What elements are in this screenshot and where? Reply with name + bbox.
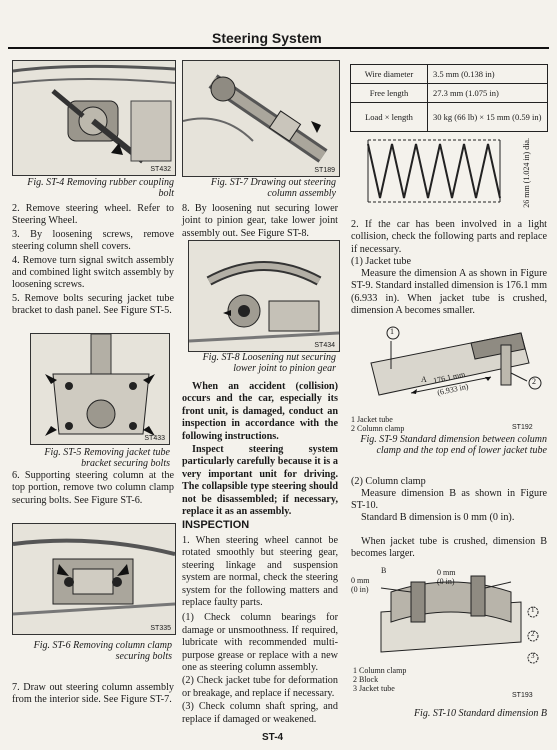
inspection-1: 1. When steering wheel cannot be rotated smoothly but steering gear, steering linkage and suspension system are normal, check the steering system for the following matters and replace faulty parts.	[182, 535, 338, 609]
rubber-coupling-illustration	[13, 61, 175, 175]
spec-value: 30 kg (66 lb) × 15 mm (0.59 in)	[428, 103, 548, 132]
step-3: 3. By loosening screws, remove steering column shell covers.	[12, 228, 174, 253]
figure-st10-id: ST193	[512, 692, 533, 699]
spec-value: 3.5 mm (0.138 in)	[428, 65, 548, 84]
fig10-callout: 3	[531, 652, 535, 660]
legend-item: 3 Jacket tube	[353, 684, 395, 693]
fig9-dim-label-inch: (6.933 in)	[436, 381, 470, 398]
figure-st7-caption: Fig. ST-7 Drawing out steering column assembly	[210, 177, 336, 199]
figure-st4-id: ST432	[150, 166, 171, 173]
column-clamp-illustration	[13, 524, 175, 634]
page-number: ST-4	[262, 732, 284, 743]
column-clamp-text-3: When jacket tube is crushed, dimension B becomes larger.	[351, 536, 547, 560]
table-row	[351, 103, 548, 132]
figure-st8-id: ST434	[314, 342, 335, 349]
spec-label: Wire diameter	[351, 65, 428, 84]
figure-st7-id: ST189	[314, 167, 335, 174]
fig10-callout: 1	[531, 606, 535, 614]
inspection-1-2: (2) Check jacket tube for deformation or breakage, and replace if necessary.	[182, 675, 338, 699]
inspection-1-1: (1) Check column bearings for damage or unsmoothness. If required, lubricate with recommended multi-purpose grease or replace with a new one as steering column assembly.	[182, 612, 338, 674]
warning-collapsible: Inspect steering system particularly carefully because it is a very important unit for driving. The collapsible type steering should not be disassembled; if necessary, replace it as an assembly.	[182, 444, 338, 518]
fig10-callout: 2	[531, 630, 535, 638]
figure-st8-caption: Fig. ST-8 Loosening nut securing lower joint to pinion gear	[202, 352, 336, 374]
figure-st6-caption: Fig. ST-6 Removing column clamp securing bolts	[33, 640, 172, 662]
steps-2-to-5	[12, 203, 174, 319]
jacket-tube-title: (1) Jacket tube	[351, 256, 411, 267]
fig10-b-label: B	[381, 566, 387, 575]
figure-st9-image	[351, 323, 547, 413]
column-clamp-text-1: Measure dimension B as shown in Figure ST-10.	[351, 488, 547, 512]
spring-dimension-label: 26 mm (1.024 in) dia.	[522, 138, 531, 208]
figure-st6-image	[12, 523, 176, 635]
figure-st7-image	[182, 60, 340, 177]
warning-block	[182, 381, 338, 519]
legend-item: 1 Jacket tube	[351, 415, 393, 424]
fig10-right-label-inch: (0 in)	[437, 577, 455, 586]
jacket-tube-diagram	[351, 323, 547, 413]
inspection-1-3: (3) Check column shaft spring, and replace if damaged or weakened.	[182, 701, 338, 725]
figure-st10-image	[351, 562, 547, 664]
header-rule	[8, 47, 549, 49]
spring-diagram	[360, 134, 540, 208]
column-clamp-text-2: Standard B dimension is 0 mm (0 in).	[361, 512, 515, 523]
legend-item: 2 Block	[353, 675, 379, 684]
page-title: Steering System	[212, 30, 322, 46]
step-8: 8. By loosening nut securing lower joint to pinion gear, take lower joint assembly out. See Figure ST-8.	[182, 203, 338, 239]
figure-st5-id: ST433	[144, 435, 165, 442]
fig10-left-label-inch: (0 in)	[351, 585, 369, 594]
warning-collision: When an accident (collision) occurs and the car, especially its front unit, is damaged, conduct an inspection in accordance with the following instructions.	[182, 381, 338, 442]
fig10-right-label: 0 mm	[437, 568, 456, 577]
callout-a: A	[421, 375, 427, 384]
table-row	[351, 84, 548, 103]
step-2: 2. Remove steering wheel. Refer to Steering Wheel.	[12, 203, 174, 227]
lower-joint-illustration	[189, 241, 339, 351]
inspection-heading: INSPECTION	[182, 519, 250, 531]
jacket-bracket-illustration	[31, 334, 169, 444]
spec-label: Free length	[351, 84, 428, 103]
figure-st9-id: ST192	[512, 424, 533, 431]
column-clamp-title: (2) Column clamp	[351, 476, 426, 487]
spring-spec-table	[350, 64, 548, 132]
steering-column-draw-illustration	[183, 61, 339, 176]
figure-st4-caption: Fig. ST-4 Removing rubber coupling bolt	[27, 177, 174, 199]
spec-label: Load × length	[351, 103, 428, 132]
inspection-2: 2. If the car has been involved in a light collision, check the following parts and replace if necessary.	[351, 219, 547, 255]
figure-st10-caption: Fig. ST-10 Standard dimension B	[413, 708, 547, 719]
page-header	[0, 28, 557, 48]
step-4: 4. Remove turn signal switch assembly and combined light switch assembly by loosening screws.	[12, 254, 174, 291]
spec-value: 27.3 mm (1.075 in)	[428, 84, 548, 103]
callout-2: 2	[532, 377, 536, 386]
fig10-left-label: 0 mm	[351, 576, 370, 585]
fig9-dim-label: 176.1 mm	[432, 369, 467, 386]
step-5: 5. Remove bolts securing jacket tube bracket to dash panel. See Figure ST-5.	[12, 292, 174, 317]
figure-st5-caption: Fig. ST-5 Removing jacket tube bracket securing bolts	[44, 447, 170, 469]
step-6: 6. Supporting steering column at the top portion, remove two column clamp securing bolts. See Figure ST-6.	[12, 470, 174, 506]
figure-st5-image	[30, 333, 170, 445]
figure-st6-id: ST335	[150, 625, 171, 632]
figure-st8-image	[188, 240, 340, 352]
figure-st9-caption: Fig. ST-9 Standard dimension between column clamp and the top end of lower jacket tube	[360, 434, 547, 456]
figure-st10-legend	[353, 666, 503, 693]
step-7: 7. Draw out steering column assembly from the interior side. See Figure ST-7.	[12, 682, 174, 706]
figure-st4-image	[12, 60, 176, 176]
inspection-items	[182, 535, 338, 727]
table-row	[351, 65, 548, 84]
coil-spring-icon	[360, 134, 510, 208]
legend-item: 1 Column clamp	[353, 666, 407, 675]
legend-item: 2 Column clamp	[351, 424, 405, 433]
callout-1: 1	[390, 327, 394, 336]
jacket-tube-text: Measure the dimension A as shown in Figure ST-9. Standard installed dimension is 176.1 mm (6.933 in). When jacket tube is crushed, dimension A becomes smaller.	[351, 268, 548, 317]
